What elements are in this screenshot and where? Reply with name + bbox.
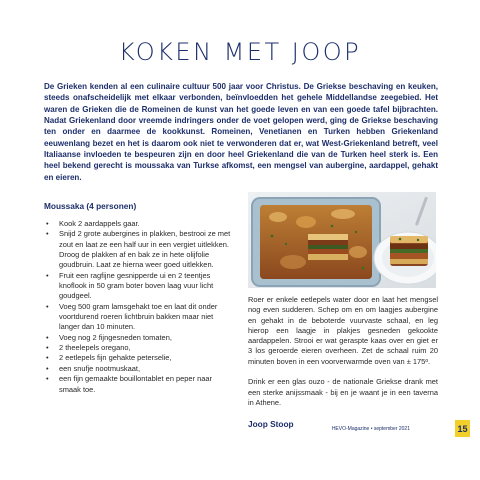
list-item — [44, 333, 234, 343]
ingredient-list — [44, 219, 234, 395]
list-item — [44, 229, 234, 270]
bullet-icon: • — [46, 270, 49, 280]
list-item-text: een snufje nootmuskaat, — [59, 363, 141, 373]
bullet-icon: • — [46, 343, 49, 353]
list-item-text: Snijd 2 grote aubergines in plakken, bestrooi ze met zout en laat ze een half uur in een vergiet uitlekken. Droog de plakken af en bak ze in hete olijfolie goudbruin. Laat ze hierna weer goed uitlekken. — [59, 229, 231, 270]
list-item-text: 2 theelepels oregano, — [59, 343, 131, 353]
list-item — [44, 302, 234, 333]
list-item — [44, 343, 234, 353]
list-item-text: Fruit een ragfijne gesnipperde ui en 2 teentjes knoflook in 50 gram boter boven laag vuur licht goudgeel. — [59, 270, 214, 301]
bullet-icon: • — [46, 374, 49, 384]
bullet-icon: • — [46, 353, 49, 363]
list-item — [44, 219, 234, 229]
instructions-paragraph: Drink er een glas ouzo - de nationale Griekse drank met een sterke anijssmaak - bij en je waant je in een taverna in Athene. — [248, 377, 438, 407]
bullet-icon: • — [46, 332, 49, 342]
author-name: Joop Stoop — [248, 419, 294, 429]
list-item — [44, 374, 234, 395]
footer-magazine: HEVO-Magazine • september 2021 — [331, 426, 410, 432]
list-item-text: een fijn gemaakte bouillontablet en peper naar smaak toe. — [59, 374, 212, 394]
list-item-text: Kook 2 aardappels gaar. — [59, 219, 140, 228]
list-item — [44, 271, 234, 302]
instructions — [248, 295, 438, 419]
instructions-paragraph: Roer er enkele eetlepels water door en laat het mengsel nog even sudderen. Schep om en om laagjes aubergine en gehakt in de beboterde vuurvaste schaal, en leg hierop een laagje in plakjes gesneden gekookte aardappelen. Strooi er wat geraspte kaas over en giet er 3 los geroerde eieren overheen. Zet de schaal ruim 20 minuten boven in een voorverwarmde oven van ± 175º. — [248, 295, 438, 366]
list-item-text: 2 eetlepels fijn gehakte peterselie, — [59, 353, 172, 363]
intro-paragraph: De Grieken kenden al een culinaire cultuur 500 jaar voor Christus. De Griekse beschaving en keuken, steeds onafscheidelijk met elkaar verbonden, beïnvloedden het gehele Middellandse zeegebied. Het waren de Grieken die de Romeinen de kunst van het goede leven en van een goede tafel bijbrachten. Nadat Griekenland door vreemde indringers onder de voet gelopen werd, ging de Griekse beschaving ten onder en daarmee de kookkunst. Romeinen, Venetianen en Turken hebben Griekenland eeuwenlang bezet en het is daarom ook niet te verwonderen dat er, wat West-Griekenland betreft, veel Italiaanse invloeden te bespeuren zijn en door heel Griekenland die van de Turken heel sterk is. Een heel bekend gerecht is moussaka van Turkse afkomst, een mengsel van aubergine, aardappel, gehakt en eieren. — [44, 82, 438, 182]
moussaka-photo — [248, 192, 436, 288]
page-title: KOKEN MET JOOP — [118, 38, 362, 66]
list-item-text: Voeg nog 2 fijngesneden tomaten, — [59, 332, 172, 342]
page-number-badge: 15 — [455, 420, 470, 437]
bullet-icon: • — [46, 229, 49, 239]
list-item — [44, 353, 234, 363]
moussaka-photo-illustration — [248, 192, 436, 288]
list-item-text: Voeg 500 gram lamsgehakt toe en laat dit onder voortdurend roeren lichtbruin bakken maar niet langer dan 10 minuten. — [59, 301, 218, 332]
bullet-icon: • — [46, 363, 49, 373]
list-item — [44, 364, 234, 374]
bullet-icon: • — [46, 219, 49, 228]
bullet-icon: • — [46, 301, 49, 311]
recipe-heading: Moussaka (4 personen) — [44, 201, 137, 211]
